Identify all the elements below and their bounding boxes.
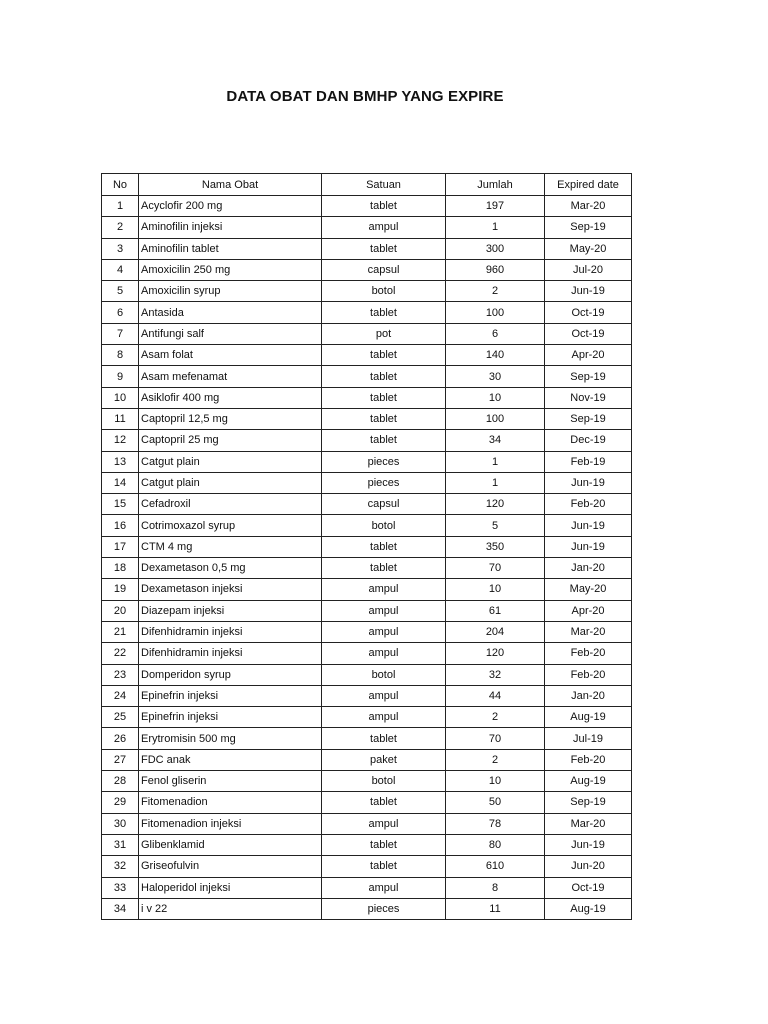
cell-no: 8 — [102, 345, 139, 366]
cell-unit: pieces — [322, 898, 446, 919]
header-unit: Satuan — [322, 174, 446, 196]
cell-qty: 5 — [446, 515, 545, 536]
cell-unit: tablet — [322, 408, 446, 429]
cell-expired: Aug-19 — [545, 771, 632, 792]
table-body — [102, 196, 632, 920]
cell-expired: Jun-20 — [545, 856, 632, 877]
table-row — [102, 579, 632, 600]
header-qty: Jumlah — [446, 174, 545, 196]
table-row — [102, 345, 632, 366]
cell-no: 32 — [102, 856, 139, 877]
cell-no: 19 — [102, 579, 139, 600]
cell-qty: 120 — [446, 494, 545, 515]
cell-name: Fitomenadion injeksi — [139, 813, 322, 834]
cell-unit: tablet — [322, 856, 446, 877]
cell-qty: 10 — [446, 387, 545, 408]
cell-qty: 1 — [446, 472, 545, 493]
cell-qty: 80 — [446, 834, 545, 855]
cell-no: 5 — [102, 281, 139, 302]
cell-unit: ampul — [322, 600, 446, 621]
cell-expired: Mar-20 — [545, 813, 632, 834]
cell-no: 14 — [102, 472, 139, 493]
table-row — [102, 643, 632, 664]
cell-name: Erytromisin 500 mg — [139, 728, 322, 749]
cell-no: 34 — [102, 898, 139, 919]
table-row — [102, 621, 632, 642]
cell-unit: tablet — [322, 345, 446, 366]
cell-name: Cefadroxil — [139, 494, 322, 515]
cell-no: 25 — [102, 707, 139, 728]
table-row — [102, 728, 632, 749]
cell-name: Captopril 12,5 mg — [139, 408, 322, 429]
cell-unit: capsul — [322, 259, 446, 280]
table-row — [102, 302, 632, 323]
cell-expired: Jul-20 — [545, 259, 632, 280]
cell-unit: tablet — [322, 238, 446, 259]
cell-unit: ampul — [322, 707, 446, 728]
cell-qty: 34 — [446, 430, 545, 451]
table-row — [102, 451, 632, 472]
cell-no: 20 — [102, 600, 139, 621]
table-row — [102, 408, 632, 429]
cell-name: Catgut plain — [139, 451, 322, 472]
cell-qty: 1 — [446, 451, 545, 472]
cell-no: 7 — [102, 323, 139, 344]
cell-name: Diazepam injeksi — [139, 600, 322, 621]
cell-qty: 100 — [446, 302, 545, 323]
cell-expired: Apr-20 — [545, 345, 632, 366]
cell-expired: Feb-20 — [545, 749, 632, 770]
cell-no: 1 — [102, 196, 139, 217]
cell-name: Fenol gliserin — [139, 771, 322, 792]
cell-unit: paket — [322, 749, 446, 770]
table-row — [102, 600, 632, 621]
table-row — [102, 664, 632, 685]
cell-qty: 50 — [446, 792, 545, 813]
cell-no: 11 — [102, 408, 139, 429]
cell-expired: May-20 — [545, 238, 632, 259]
header-expired: Expired date — [545, 174, 632, 196]
cell-no: 22 — [102, 643, 139, 664]
cell-unit: pot — [322, 323, 446, 344]
cell-qty: 2 — [446, 707, 545, 728]
cell-name: Dexametason injeksi — [139, 579, 322, 600]
cell-no: 23 — [102, 664, 139, 685]
cell-expired: Sep-19 — [545, 366, 632, 387]
cell-unit: ampul — [322, 685, 446, 706]
cell-name: Difenhidramin injeksi — [139, 643, 322, 664]
cell-no: 24 — [102, 685, 139, 706]
cell-qty: 32 — [446, 664, 545, 685]
table-row — [102, 515, 632, 536]
cell-no: 30 — [102, 813, 139, 834]
cell-name: FDC anak — [139, 749, 322, 770]
cell-unit: ampul — [322, 643, 446, 664]
cell-no: 13 — [102, 451, 139, 472]
cell-no: 28 — [102, 771, 139, 792]
cell-expired: May-20 — [545, 579, 632, 600]
cell-no: 12 — [102, 430, 139, 451]
cell-unit: tablet — [322, 834, 446, 855]
cell-qty: 2 — [446, 749, 545, 770]
cell-qty: 350 — [446, 536, 545, 557]
cell-qty: 61 — [446, 600, 545, 621]
table-row — [102, 217, 632, 238]
table-row — [102, 494, 632, 515]
cell-no: 26 — [102, 728, 139, 749]
cell-no: 2 — [102, 217, 139, 238]
cell-no: 16 — [102, 515, 139, 536]
table-row — [102, 259, 632, 280]
page-title: DATA OBAT DAN BMHP YANG EXPIRE — [226, 88, 504, 105]
cell-name: Antifungi salf — [139, 323, 322, 344]
cell-qty: 204 — [446, 621, 545, 642]
cell-name: Haloperidol injeksi — [139, 877, 322, 898]
table-row — [102, 792, 632, 813]
cell-unit: tablet — [322, 536, 446, 557]
cell-no: 33 — [102, 877, 139, 898]
cell-qty: 70 — [446, 728, 545, 749]
cell-name: Amoxicilin 250 mg — [139, 259, 322, 280]
table-row — [102, 366, 632, 387]
cell-name: Asiklofir 400 mg — [139, 387, 322, 408]
cell-no: 31 — [102, 834, 139, 855]
cell-name: Antasida — [139, 302, 322, 323]
cell-qty: 78 — [446, 813, 545, 834]
table-row — [102, 707, 632, 728]
cell-name: Aminofilin tablet — [139, 238, 322, 259]
cell-no: 9 — [102, 366, 139, 387]
cell-expired: Aug-19 — [545, 898, 632, 919]
table-row — [102, 281, 632, 302]
cell-unit: tablet — [322, 302, 446, 323]
cell-qty: 11 — [446, 898, 545, 919]
cell-unit: ampul — [322, 877, 446, 898]
table-row — [102, 472, 632, 493]
cell-expired: Nov-19 — [545, 387, 632, 408]
table-row — [102, 877, 632, 898]
cell-qty: 120 — [446, 643, 545, 664]
cell-expired: Feb-20 — [545, 494, 632, 515]
cell-qty: 44 — [446, 685, 545, 706]
table-row — [102, 898, 632, 919]
cell-unit: botol — [322, 281, 446, 302]
cell-unit: tablet — [322, 387, 446, 408]
table-row — [102, 238, 632, 259]
cell-qty: 10 — [446, 579, 545, 600]
cell-name: Griseofulvin — [139, 856, 322, 877]
expired-drugs-table — [101, 173, 632, 920]
cell-qty: 100 — [446, 408, 545, 429]
cell-expired: Jun-19 — [545, 472, 632, 493]
cell-name: Cotrimoxazol syrup — [139, 515, 322, 536]
cell-expired: Sep-19 — [545, 408, 632, 429]
cell-qty: 1 — [446, 217, 545, 238]
cell-name: Glibenklamid — [139, 834, 322, 855]
cell-qty: 960 — [446, 259, 545, 280]
cell-qty: 610 — [446, 856, 545, 877]
cell-expired: Oct-19 — [545, 877, 632, 898]
cell-name: Epinefrin injeksi — [139, 707, 322, 728]
cell-unit: tablet — [322, 792, 446, 813]
cell-expired: Feb-20 — [545, 643, 632, 664]
cell-no: 6 — [102, 302, 139, 323]
cell-no: 17 — [102, 536, 139, 557]
cell-unit: tablet — [322, 366, 446, 387]
cell-name: Catgut plain — [139, 472, 322, 493]
table-row — [102, 856, 632, 877]
header-no: No — [102, 174, 139, 196]
cell-unit: ampul — [322, 217, 446, 238]
cell-no: 3 — [102, 238, 139, 259]
table-row — [102, 685, 632, 706]
table-row — [102, 323, 632, 344]
cell-name: Amoxicilin syrup — [139, 281, 322, 302]
header-name: Nama Obat — [139, 174, 322, 196]
cell-unit: ampul — [322, 621, 446, 642]
table-header-row — [102, 174, 632, 196]
cell-expired: Jan-20 — [545, 685, 632, 706]
cell-name: Asam mefenamat — [139, 366, 322, 387]
cell-unit: botol — [322, 664, 446, 685]
cell-unit: tablet — [322, 728, 446, 749]
cell-name: Domperidon syrup — [139, 664, 322, 685]
cell-expired: Jun-19 — [545, 536, 632, 557]
cell-name: CTM 4 mg — [139, 536, 322, 557]
cell-expired: Aug-19 — [545, 707, 632, 728]
cell-name: Aminofilin injeksi — [139, 217, 322, 238]
cell-unit: tablet — [322, 558, 446, 579]
cell-expired: Dec-19 — [545, 430, 632, 451]
cell-no: 10 — [102, 387, 139, 408]
cell-expired: Jun-19 — [545, 515, 632, 536]
cell-expired: Apr-20 — [545, 600, 632, 621]
cell-no: 15 — [102, 494, 139, 515]
cell-expired: Mar-20 — [545, 621, 632, 642]
table-row — [102, 430, 632, 451]
cell-qty: 140 — [446, 345, 545, 366]
cell-name: Difenhidramin injeksi — [139, 621, 322, 642]
table-row — [102, 813, 632, 834]
cell-qty: 30 — [446, 366, 545, 387]
table-row — [102, 536, 632, 557]
cell-no: 4 — [102, 259, 139, 280]
cell-expired: Jun-19 — [545, 281, 632, 302]
cell-name: Asam folat — [139, 345, 322, 366]
cell-expired: Oct-19 — [545, 302, 632, 323]
cell-unit: botol — [322, 771, 446, 792]
cell-qty: 10 — [446, 771, 545, 792]
cell-name: Fitomenadion — [139, 792, 322, 813]
cell-unit: pieces — [322, 472, 446, 493]
table-row — [102, 558, 632, 579]
table-row — [102, 387, 632, 408]
cell-no: 21 — [102, 621, 139, 642]
table-row — [102, 834, 632, 855]
cell-expired: Feb-20 — [545, 664, 632, 685]
cell-expired: Mar-20 — [545, 196, 632, 217]
cell-expired: Sep-19 — [545, 217, 632, 238]
cell-expired: Jan-20 — [545, 558, 632, 579]
cell-unit: ampul — [322, 579, 446, 600]
cell-expired: Jun-19 — [545, 834, 632, 855]
cell-no: 29 — [102, 792, 139, 813]
cell-name: Captopril 25 mg — [139, 430, 322, 451]
cell-expired: Sep-19 — [545, 792, 632, 813]
table-row — [102, 196, 632, 217]
cell-unit: tablet — [322, 196, 446, 217]
cell-qty: 70 — [446, 558, 545, 579]
cell-qty: 197 — [446, 196, 545, 217]
cell-name: Dexametason 0,5 mg — [139, 558, 322, 579]
cell-unit: botol — [322, 515, 446, 536]
cell-expired: Feb-19 — [545, 451, 632, 472]
cell-expired: Oct-19 — [545, 323, 632, 344]
cell-qty: 2 — [446, 281, 545, 302]
cell-unit: tablet — [322, 430, 446, 451]
cell-name: Epinefrin injeksi — [139, 685, 322, 706]
table-row — [102, 771, 632, 792]
cell-qty: 8 — [446, 877, 545, 898]
cell-qty: 6 — [446, 323, 545, 344]
cell-qty: 300 — [446, 238, 545, 259]
cell-expired: Jul-19 — [545, 728, 632, 749]
table-row — [102, 749, 632, 770]
cell-no: 18 — [102, 558, 139, 579]
cell-name: i v 22 — [139, 898, 322, 919]
cell-unit: ampul — [322, 813, 446, 834]
cell-no: 27 — [102, 749, 139, 770]
cell-unit: capsul — [322, 494, 446, 515]
cell-unit: pieces — [322, 451, 446, 472]
cell-name: Acyclofir 200 mg — [139, 196, 322, 217]
